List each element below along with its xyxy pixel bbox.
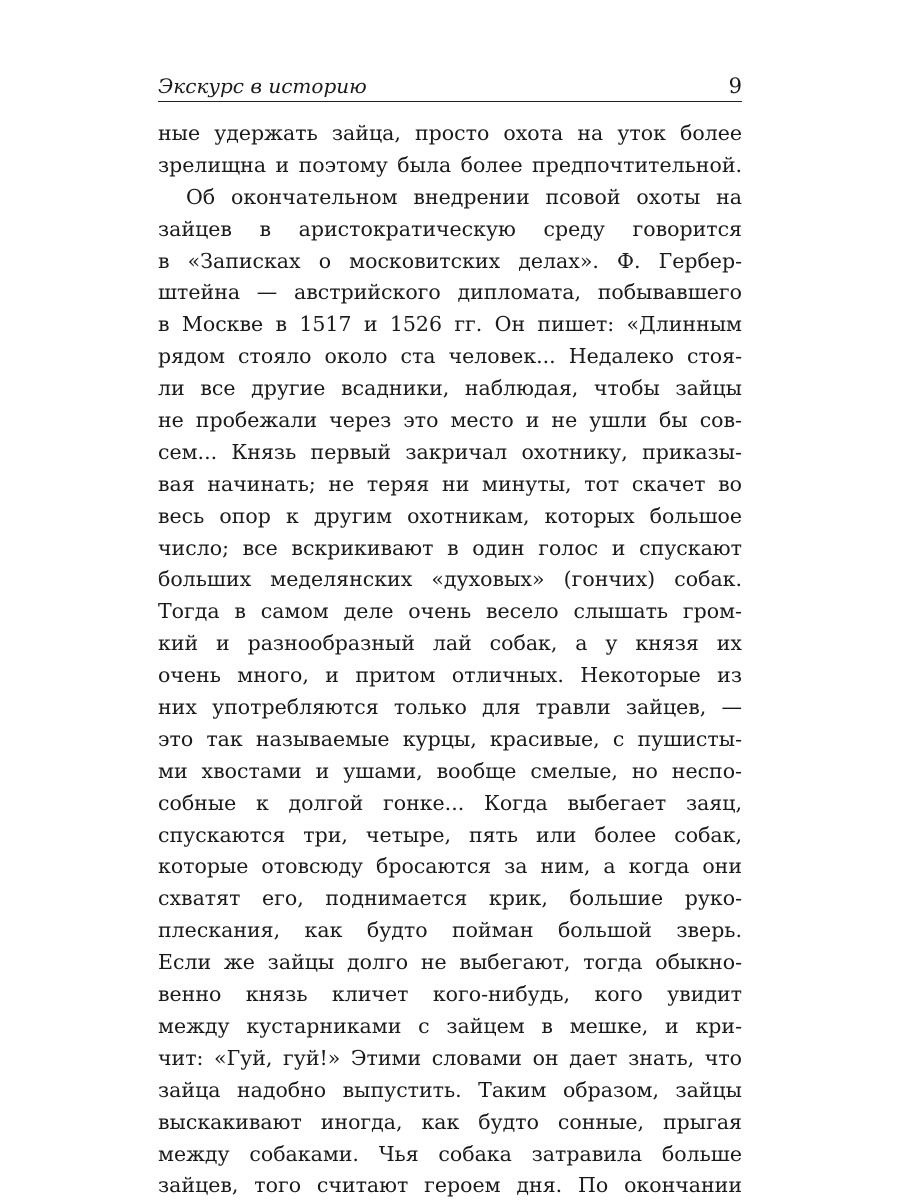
page-number: 9 — [728, 74, 742, 98]
text-line: вая начинать; не теряя ни минуты, тот скачет во — [158, 471, 742, 496]
text-line: них употребляются только для травли зайцев, — — [158, 695, 742, 720]
text-line: спускаются три, четыре, пять или более собак, — [158, 822, 742, 847]
text-line: весь опор к другим охотникам, которых большое — [158, 503, 742, 528]
text-line: в «Записках о московитских делах». Ф. Гербер- — [158, 248, 742, 273]
text-line: между кустарниками с зайцем в мешке, и кри- — [158, 1013, 742, 1038]
text-line: собные к долгой гонке... Когда выбегает заяц, — [158, 790, 742, 815]
text-line: очень много, и притом отличных. Некоторые из — [158, 663, 742, 688]
text-line: которые отовсюду бросаются за ним, а когда они — [158, 854, 742, 879]
section-title: Экскурс в историю — [158, 74, 367, 98]
text-line: ные удержать зайца, просто охота на уток более — [158, 121, 742, 145]
text-line: больших меделянских «духовых» (гончих) собак. — [158, 567, 742, 592]
text-line: Если же зайцы долго не выбегают, тогда обыкно- — [158, 950, 742, 975]
text-line: кий и разнообразный лай собак, а у князя их — [158, 631, 742, 656]
text-line: зайцев в аристократическую среду говорится — [158, 216, 742, 241]
text-line: зайцев, того считают героем дня. По окончании — [158, 1173, 742, 1198]
paragraph-start-line: Об окончательном внедрении псовой охоты на — [186, 184, 742, 209]
text-line: не пробежали через это место и не ушли бы сов- — [158, 408, 742, 433]
text-line: ли все другие всадники, наблюдая, чтобы зайцы — [158, 376, 742, 401]
text-line: между собаками. Чья собака затравила больше — [158, 1141, 742, 1166]
book-page — [158, 70, 742, 1202]
text-line: плескания, как будто пойман большой зверь. — [158, 918, 742, 943]
text-line: Тогда в самом деле очень весело слышать гром- — [158, 599, 742, 624]
text-line: выскакивают иногда, как будто сонные, прыгая — [158, 1109, 742, 1134]
text-line: схватят его, поднимается крик, большие руко- — [158, 886, 742, 911]
text-line: чит: «Гуй, гуй!» Этими словами он дает знать, что — [158, 1045, 742, 1070]
text-line: в Москве в 1517 и 1526 гг. Он пишет: «Длинным — [158, 312, 742, 337]
text-line: это так называемые курцы, красивые, с пушисты- — [158, 726, 742, 751]
text-line: рядом стояло около ста человек... Недалеко стоя- — [158, 344, 742, 369]
text-line: зайца надобно выпустить. Таким образом, зайцы — [158, 1077, 742, 1102]
text-line: зрелищна и поэтому была более предпочтительной. — [158, 152, 742, 177]
text-line: венно князь кличет кого-нибудь, кого увидит — [158, 982, 742, 1007]
running-head — [158, 70, 742, 102]
text-line: ми хвостами и ушами, вообще смелые, но неспо- — [158, 758, 742, 783]
text-line: штейна — австрийского дипломата, побывавшего — [158, 280, 742, 305]
text-line: число; все вскрикивают в один голос и спускают — [158, 535, 742, 560]
text-line: сем... Князь первый закричал охотнику, приказы- — [158, 439, 742, 464]
body-text — [158, 118, 742, 1202]
